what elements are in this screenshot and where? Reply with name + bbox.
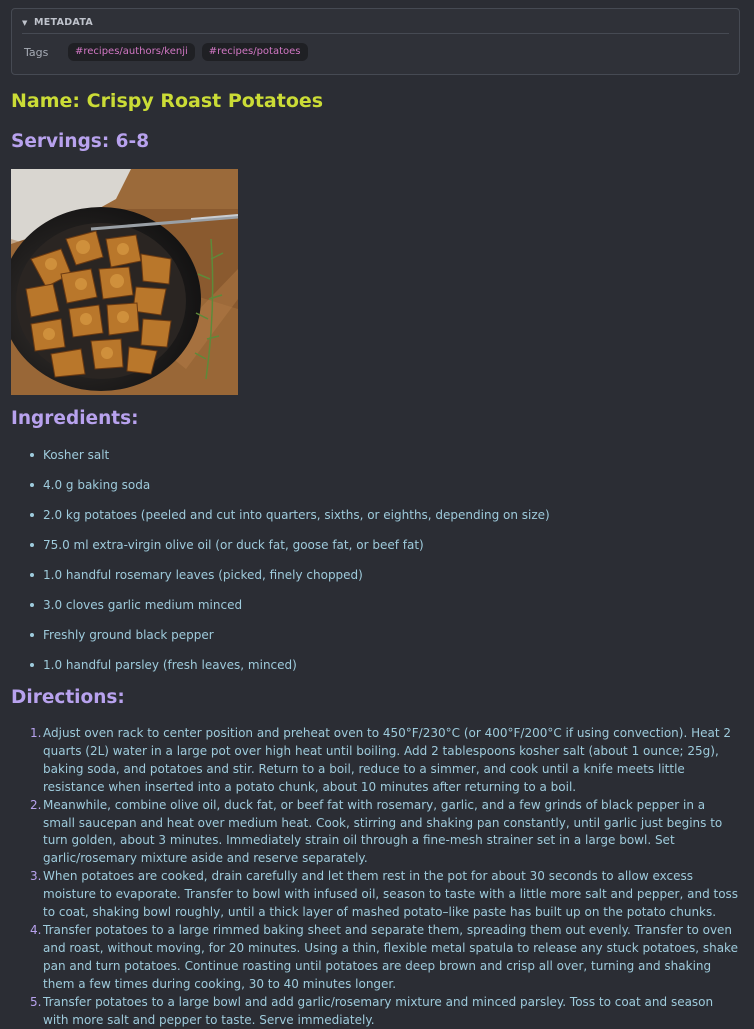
servings-heading: Servings: 6-8 (11, 131, 150, 152)
step-number: 4. (30, 922, 42, 937)
ingredients-list (0, 445, 550, 685)
roast-potatoes-photo (11, 169, 238, 395)
direction-step (0, 868, 740, 922)
metadata-divider (22, 33, 729, 34)
metadata-tags-row (24, 43, 315, 61)
step-number: 5. (30, 994, 42, 1009)
bullet-icon (30, 453, 34, 457)
bullet-icon (30, 633, 34, 637)
bullet-icon (30, 513, 34, 517)
bullet-icon (30, 603, 34, 607)
ingredient-text: Freshly ground black pepper (43, 628, 214, 642)
ingredient-item (0, 595, 550, 625)
ingredient-item (0, 505, 550, 535)
step-number: 1. (30, 726, 42, 740)
direction-text: Transfer potatoes to a large rimmed baking sheet and separate them, spreading them out evenly. Transfer to oven and roast, without moving, for 20 minutes. Using a thin, flexible metal spatula to release any stuck potatoes, shake pan and turn potatoes. Continue roasting until potatoes are deep brown and crisp all over, turning and shaking them a few times during cooking, 30 to 40 minutes longer. (43, 922, 738, 991)
ingredient-text: 3.0 cloves garlic medium minced (43, 598, 243, 612)
ingredient-text: 1.0 handful rosemary leaves (picked, finely chopped) (43, 568, 363, 582)
ingredient-text: 4.0 g baking soda (43, 478, 151, 492)
bullet-icon (30, 543, 34, 547)
directions-list (0, 725, 740, 1029)
metadata-header-label: METADATA (34, 17, 94, 28)
ingredient-item (0, 535, 550, 565)
step-number: 3. (30, 869, 42, 884)
tags-property-label: Tags (24, 45, 49, 59)
metadata-panel (11, 8, 740, 75)
bullet-icon (30, 573, 34, 577)
ingredient-text: 2.0 kg potatoes (peeled and cut into quarters, sixths, or eighths, depending on size) (43, 508, 550, 522)
caret-down-icon[interactable]: ▼ (22, 18, 28, 27)
direction-step (0, 725, 740, 797)
step-number: 2. (30, 797, 42, 812)
ingredient-text: 1.0 handful parsley (fresh leaves, minced) (43, 658, 297, 672)
tag-recipes-authors-kenji[interactable]: #recipes/authors/kenji (68, 43, 195, 61)
direction-text: Transfer potatoes to a large bowl and add garlic/rosemary mixture and minced parsley. Toss to coat and season with more salt and pepper to taste. Serve immediately. (43, 994, 714, 1027)
bullet-icon (30, 483, 34, 487)
bullet-icon (30, 663, 34, 667)
metadata-toggle[interactable] (22, 17, 93, 28)
recipe-name-heading: Name: Crispy Roast Potatoes (11, 90, 324, 112)
ingredient-text: 75.0 ml extra-virgin olive oil (or duck fat, goose fat, or beef fat) (43, 538, 424, 552)
ingredient-item (0, 445, 550, 475)
ingredient-item (0, 625, 550, 655)
direction-text: Meanwhile, combine olive oil, duck fat, or beef fat with rosemary, garlic, and a few grinds of black pepper in a small saucepan and heat over medium heat. Cook, stirring and shaking pan constantly, until garlic just begins to turn golden, about 3 minutes. Immediately strain oil through a fine-mesh strainer set in a large bowl. Set garlic/rosemary mixture aside and reserve separately. (43, 797, 723, 866)
directions-heading: Directions: (11, 687, 125, 708)
ingredient-item (0, 475, 550, 505)
direction-text: When potatoes are cooked, drain carefully and let them rest in the pot for about 30 seconds to allow excess moisture to evaporate. Transfer to bowl with infused oil, season to taste with a little more salt and pepper, and toss to coat, shaking bowl roughly, until a thick layer of mashed potato–like paste has built up on the potato chunks. (43, 869, 739, 920)
direction-text: Adjust oven rack to center position and preheat oven to 450°F/230°C (or 400°F/200°C if using convection). Heat 2 quarts (2L) water in a large pot over high heat until boiling. Add 2 tablespoons kosher salt (about 1 ounce; 25g), baking soda, and potatoes and stir. Return to a boil, reduce to a simmer, and cook until a knife meets little resistance when inserted into a potato chunk, about 10 minutes after returning to a boil. (43, 726, 731, 794)
direction-step (0, 922, 740, 994)
ingredient-item (0, 565, 550, 595)
ingredients-heading: Ingredients: (11, 408, 139, 429)
tag-recipes-potatoes[interactable]: #recipes/potatoes (202, 43, 308, 61)
ingredient-text: Kosher salt (43, 448, 110, 462)
ingredient-item (0, 655, 550, 685)
direction-step (0, 797, 740, 869)
